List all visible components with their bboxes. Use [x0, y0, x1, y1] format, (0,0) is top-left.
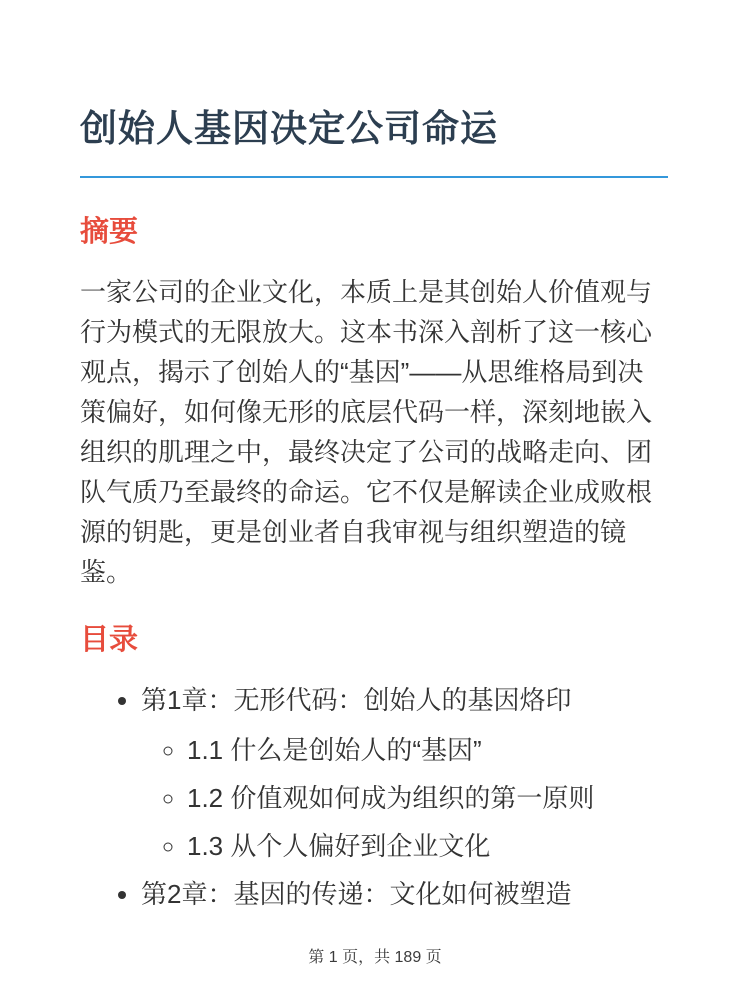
toc-item-1-2: ◦ 1.2 价值观如何成为组织的第一原则	[187, 778, 668, 818]
toc-chapter-1-label: 第1章：无形代码：创始人的基因烙印	[141, 684, 572, 715]
document-title: 创始人基因决定公司命运	[80, 108, 498, 149]
toc-chapter-2-label: 第2章：基因的传递：文化如何被塑造	[141, 878, 572, 909]
toc-item-1-3: ◦ 1.3 从个人偏好到企业文化	[187, 826, 668, 866]
toc-list	[80, 680, 668, 914]
toc-sublist-chapter-1	[141, 730, 668, 866]
abstract-heading: 摘要	[80, 216, 139, 249]
toc-item-1-1: ◦ 1.1 什么是创始人的“基因”	[187, 730, 668, 770]
toc-item-chapter-2	[141, 874, 668, 914]
toc-heading: 目录	[80, 623, 139, 656]
abstract-text: 一家公司的企业文化，本质上是其创始人价值观与行为模式的无限放大。这本书深入剖析了这一核心观点，揭示了创始人的“基因”——从思维格局到决策偏好，如何像无形的底层代码一样，深刻地嵌入组织的肌理之中，最终决定了公司的战略走向、团队气质乃至最终的命运。它不仅是解读企业成败根源的钥匙，更是创业者自我审视与组织塑造的镜鉴。	[80, 276, 653, 587]
toc-item-chapter-1	[141, 680, 668, 866]
page-number: 第 1 页，共 189 页	[308, 949, 442, 966]
title-divider	[80, 176, 668, 178]
